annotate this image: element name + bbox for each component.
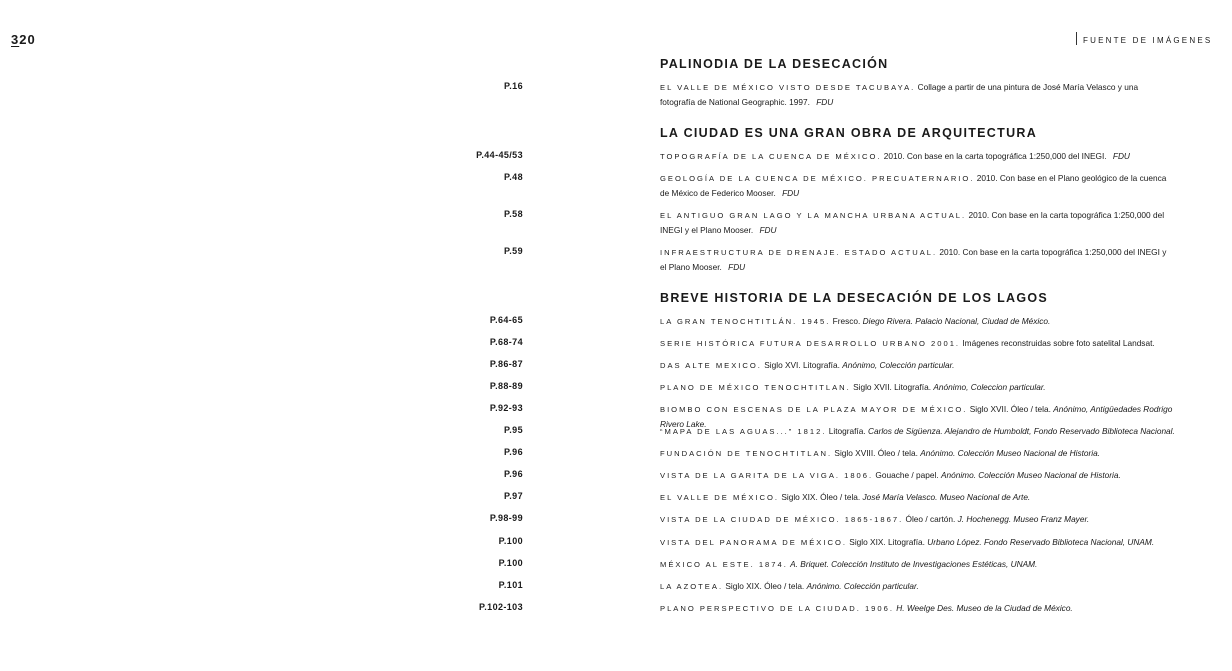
- entry-source: FDU: [759, 225, 777, 235]
- entry-detail: Fresco.: [832, 316, 861, 326]
- entry-title: MÉXICO AL ESTE. 1874.: [660, 560, 788, 569]
- entry-credit: H. Weelge Des. Museo de la Ciudad de México.: [896, 603, 1073, 613]
- entry-credit: José María Velasco. Museo Nacional de Arte.: [862, 492, 1031, 502]
- entry-title: LA GRAN TENOCHTITLÁN. 1945.: [660, 317, 831, 326]
- page-ref: P.102-103: [479, 602, 523, 612]
- page-ref: P.95: [504, 425, 523, 435]
- page-ref: P.59: [504, 246, 523, 256]
- entry-credit: Carlos de Sigüenza. Alejandro de Humboldt, Fondo Reservado Biblioteca Nacional.: [867, 426, 1175, 436]
- entry-detail: Siglo XIX. Óleo / tela.: [725, 581, 805, 591]
- entry-detail: Litografía.: [828, 426, 866, 436]
- entry-detail: Siglo XIX. Óleo / tela.: [781, 492, 861, 502]
- section-title: LA CIUDAD ES UNA GRAN OBRA DE ARQUITECTURA: [660, 126, 1038, 140]
- entry-title: VISTA DE LA CIUDAD DE MÉXICO. 1865-1867.: [660, 515, 904, 524]
- page-ref: P.100: [498, 558, 523, 568]
- entry-title: TOPOGRAFÍA DE LA CUENCA DE MÉXICO.: [660, 152, 882, 161]
- page-ref: P.88-89: [489, 381, 523, 391]
- header-label: FUENTE DE IMÁGENES: [1076, 32, 1212, 45]
- entry-title: “MAPA DE LAS AGUAS...” 1812.: [660, 427, 827, 436]
- page-ref: P.96: [504, 447, 523, 457]
- page-ref: P.58: [504, 209, 523, 219]
- entry-source: FDU: [1112, 151, 1130, 161]
- entry-title: EL VALLE DE MÉXICO.: [660, 493, 780, 502]
- entry-title: EL ANTIGUO GRAN LAGO Y LA MANCHA URBANA ACTUAL.: [660, 211, 967, 220]
- entry-detail: 2010. Con base en el Plano geológico de la cuenca de México de Federico Mooser.: [660, 173, 1167, 198]
- page-ref: P.68-74: [489, 337, 523, 347]
- entry-credit: Anónimo, Colección particular.: [842, 360, 955, 370]
- page-ref: P.64-65: [489, 315, 523, 325]
- entry-credit: Anónimo. Colección particular.: [806, 581, 919, 591]
- entry-detail: Siglo XVII. Óleo / tela.: [969, 404, 1051, 414]
- entry-source: FDU: [728, 262, 746, 272]
- entry-detail: 2010. Con base en la carta topográfica 1:250,000 del INEGI y el Plano Mooser.: [660, 210, 1165, 235]
- page-ref: P.86-87: [489, 359, 523, 369]
- entry-title: BIOMBO CON ESCENAS DE LA PLAZA MAYOR DE MÉXICO.: [660, 405, 968, 414]
- entry-credit: Diego Rivera. Palacio Nacional, Ciudad de México.: [862, 316, 1051, 326]
- entry-credit: Urbano López. Fondo Reservado Biblioteca Nacional, UNAM.: [927, 537, 1155, 547]
- entry-detail: Collage a partir de una pintura de José María Velasco y una fotografía de National Geographic. 1997.: [660, 82, 1139, 107]
- entry-source: FDU: [816, 97, 834, 107]
- entry-title: GEOLOGÍA DE LA CUENCA DE MÉXICO. PRECUATERNARIO.: [660, 174, 975, 183]
- entry-detail: Siglo XIX. Litografía.: [849, 537, 925, 547]
- section-title: BREVE HISTORIA DE LA DESECACIÓN DE LOS LAGOS: [660, 291, 1049, 305]
- page-ref: P.48: [504, 172, 523, 182]
- entry-source: FDU: [782, 188, 800, 198]
- entry-credit: Anónimo. Colección Museo Nacional de Historia.: [920, 448, 1101, 458]
- entry-title: PLANO DE MÉXICO TENOCHTITLAN.: [660, 383, 851, 392]
- entry-detail: Imágenes reconstruidas sobre foto satelital Landsat.: [962, 338, 1155, 348]
- entry-detail: Siglo XVIII. Óleo / tela.: [834, 448, 918, 458]
- entry-credit: Anónimo, Antigüedades Rodrigo Rivero Lake.: [660, 404, 1173, 429]
- entry-title: SERIE HISTÓRICA FUTURA DESARROLLO URBANO 2001.: [660, 339, 961, 348]
- entry-title: FUNDACIÓN DE TENOCHTITLAN.: [660, 449, 833, 458]
- entry-title: VISTA DEL PANORAMA DE MÉXICO.: [660, 538, 847, 547]
- entry-title: DAS ALTE MEXICO.: [660, 361, 762, 370]
- page-ref: P.16: [504, 81, 523, 91]
- page-ref: P.98-99: [489, 513, 523, 523]
- entry-title: EL VALLE DE MÉXICO VISTO DESDE TACUBAYA.: [660, 83, 916, 92]
- page-ref: P.97: [504, 491, 523, 501]
- entry-detail: 2010. Con base en la carta topográfica 1:250,000 del INEGI.: [883, 151, 1107, 161]
- page-ref: P.100: [498, 536, 523, 546]
- entry-detail: 2010. Con base en la carta topográfica 1:250,000 del INEGI y el Plano Mooser.: [660, 247, 1167, 272]
- entry-detail: Siglo XVII. Litografía.: [853, 382, 932, 392]
- section-title: PALINODIA DE LA DESECACIÓN: [660, 57, 889, 71]
- entry-title: INFRAESTRUCTURA DE DRENAJE. ESTADO ACTUAL.: [660, 248, 938, 257]
- entry-title: LA AZOTEA.: [660, 582, 724, 591]
- entry-credit: Anónimo, Coleccion particular.: [933, 382, 1046, 392]
- entry-credit: A. Briquet. Colección Instituto de Investigaciones Estéticas, UNAM.: [790, 559, 1038, 569]
- entry-credit: J. Hochenegg. Museo Franz Mayer.: [957, 514, 1090, 524]
- page-ref: P.44-45/53: [476, 150, 523, 160]
- entry-title: PLANO PERSPECTIVO DE LA CIUDAD. 1906.: [660, 604, 894, 613]
- page-ref: P.96: [504, 469, 523, 479]
- page-number-rest: 20: [19, 32, 36, 47]
- page-number-prefix: 3: [11, 32, 20, 47]
- page-ref: P.92-93: [489, 403, 523, 413]
- page-number: [11, 32, 36, 47]
- entry-detail: Siglo XVI. Litografía.: [764, 360, 840, 370]
- entry-detail: Gouache / papel.: [875, 470, 939, 480]
- entry-title: VISTA DE LA GARITA DE LA VIGA. 1806.: [660, 471, 874, 480]
- entry-detail: Óleo / cartón.: [905, 514, 956, 524]
- page-ref: P.101: [498, 580, 523, 590]
- entry-credit: Anónimo. Colección Museo Nacional de Historia.: [940, 470, 1121, 480]
